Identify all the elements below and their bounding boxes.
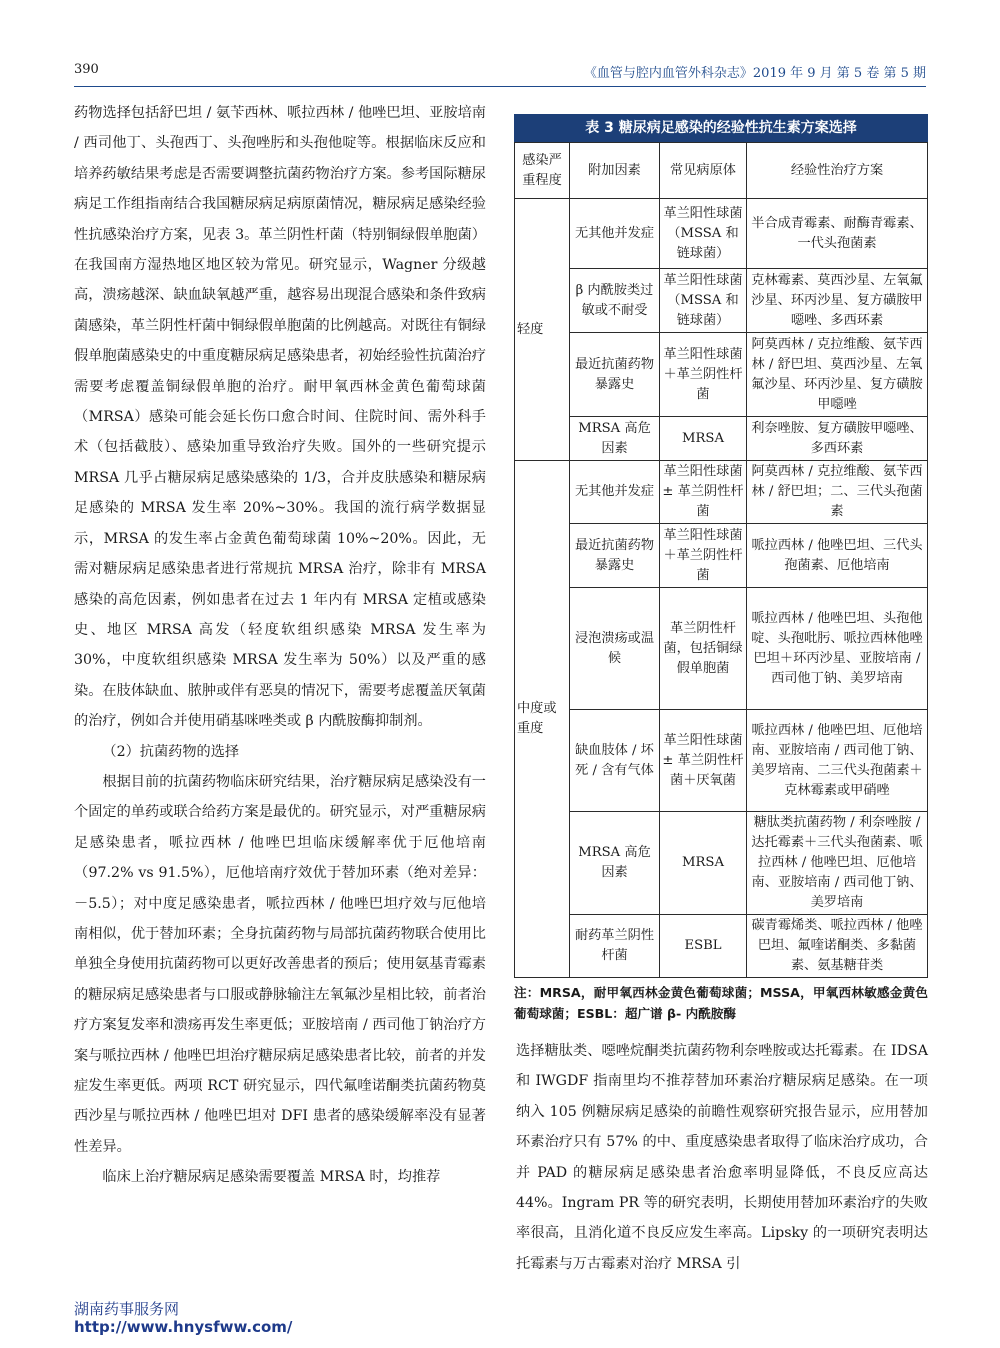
table-3 — [514, 114, 928, 1024]
header-factor: 附加因素 — [570, 143, 660, 199]
factor-cell: MRSA 高危因素 — [570, 812, 660, 915]
pathogen-cell: 革兰阳性球菌（MSSA 和链球菌） — [660, 269, 747, 333]
pathogen-cell: MRSA — [660, 812, 747, 915]
regimen-table — [514, 142, 928, 978]
factor-cell: 缺血肢体 / 坏死 / 含有气体 — [570, 710, 660, 812]
regimen-cell: 利奈唑胺、复方磺胺甲噁唑、多西环素 — [747, 417, 928, 461]
regimen-cell: 半合成青霉素、耐酶青霉素、一代头孢菌素 — [747, 199, 928, 269]
table-row — [515, 812, 928, 915]
factor-cell: 无其他并发症 — [570, 461, 660, 524]
header-pathogen: 常见病原体 — [660, 143, 747, 199]
header-rule — [74, 86, 926, 87]
table-row — [515, 333, 928, 417]
pathogen-cell: 革兰阳性球菌 ± 革兰阴性杆菌＋厌氧菌 — [660, 710, 747, 812]
regimen-cell: 阿莫西林 / 克拉维酸、氨苄西林 / 舒巴坦、莫西沙星、左氧氟沙星、环丙沙星、复方磺胺甲噁唑 — [747, 333, 928, 417]
table-header-row — [515, 143, 928, 199]
header-severity: 感染严重程度 — [515, 143, 570, 199]
pathogen-cell: 革兰阳性球菌 ± 革兰阴性杆菌 — [660, 461, 747, 524]
footer-site-name: 湖南药事服务网 — [74, 1300, 180, 1318]
factor-cell: 最近抗菌药物暴露史 — [570, 333, 660, 417]
footer-watermark — [74, 1300, 292, 1336]
table-row — [515, 417, 928, 461]
table-row — [515, 915, 928, 978]
regimen-cell: 哌拉西林 / 他唑巴坦、头孢他啶、头孢吡肟、哌拉西林他唑巴坦＋环丙沙星、亚胺培南 / 西司他丁钠、美罗培南 — [747, 588, 928, 710]
table-row — [515, 588, 928, 710]
paragraph-clinical-studies: 根据目前的抗菌药物临床研究结果，治疗糖尿病足感染没有一个固定的单药或联合给药方案是最优的。研究显示，对严重糖尿病足感染患者，哌拉西林 / 他唑巴坦临床缓解率优于厄他培南（97.2% vs 91.5%），厄他培南疗效优于替加环素（绝对差异：－5.5）；对中度足感染患者，哌拉西林 / 他唑巴坦疗效与厄他培南相似，优于替加环素；全身抗菌药物与局部抗菌药物联合使用比单独全身使用抗菌药物可以更好改善患者的预后；使用氨基青霉素的糖尿病足感染患者与口服或静脉输注左氧氟沙星相比较，前者治疗方案复发率和溃疡再发生率更低；亚胺培南 / 西司他丁钠治疗方案与哌拉西林 / 他唑巴坦治疗糖尿病足感染患者比较，前者的并发症发生率更低。两项 RCT 研究显示，四代氟喹诺酮类抗菌药物莫西沙星与哌拉西林 / 他唑巴坦对 DFI 患者的感染缓解率没有显著性差异。 — [74, 773, 486, 1155]
table-row — [515, 199, 928, 269]
factor-cell: 浸泡溃疡或温候 — [570, 588, 660, 710]
footer-url[interactable]: http://www.hnysfww.com/ — [74, 1318, 293, 1336]
right-column — [516, 1036, 928, 1279]
severity-mild: 轻度 — [515, 199, 570, 461]
regimen-cell: 碳青霉烯类、哌拉西林 / 他唑巴坦、氟喹诺酮类、多黏菌素、氨基糖苷类 — [747, 915, 928, 978]
pathogen-cell: 革兰阳性球菌＋革兰阴性杆菌 — [660, 524, 747, 588]
regimen-cell: 阿莫西林 / 克拉维酸、氨苄西林 / 舒巴坦；二、三代头孢菌素 — [747, 461, 928, 524]
pathogen-cell: ESBL — [660, 915, 747, 978]
table-row — [515, 524, 928, 588]
pathogen-cell: 革兰阳性球菌（MSSA 和链球菌） — [660, 199, 747, 269]
paragraph-antibiotic-selection: 药物选择包括舒巴坦 / 氨苄西林、哌拉西林 / 他唑巴坦、亚胺培南 / 西司他丁、头孢西丁、头孢唑肟和头孢他啶等。根据临床反应和培养药敏结果考虑是否需要调整抗菌药物治疗方案。参考国际糖尿病足工作组指南结合我国糖尿病足病原菌情况，糖尿病足感染经验性抗感染治疗方案，见表 3。革兰阴性杆菌（特别铜绿假单胞菌）在我国南方湿热地区地区较为常见。研究显示，Wagner 分级越高，溃疡越深、缺血缺氧越严重，越容易出现混合感染和条件致病菌感染，革兰阴性杆菌中铜绿假单胞菌的比例越高。对既往有铜绿假单胞菌感染史的中重度糖尿病足感染患者，初始经验性抗菌治疗需要考虑覆盖铜绿假单胞的治疗。耐甲氧西林金黄色葡萄球菌（MRSA）感染可能会延长伤口愈合时间、住院时间、需外科手术（包括截肢）、感染加重导致治疗失败。国外的一些研究提示 MRSA 几乎占糖尿病足感染感染的 1/3，合并皮肤感染和糖尿病足感染的 MRSA 发生率 20%~30%。我国的流行病学数据显示，MRSA 的发生率占金黄色葡萄球菌 10%~20%。因此，无需对糖尿病足感染患者进行常规抗 MRSA 治疗，除非有 MRSA 感染的高危因素，例如患者在过去 1 年内有 MRSA 定植或感染史、地区 MRSA 高发（轻度软组织感染 MRSA 发生率为 30%，中度软组织感染 MRSA 发生率为 50%）以及严重的感染。在肢体缺血、脓肿或伴有恶臭的情况下，需要考虑覆盖厌氧菌的治疗，例如合并使用硝基咪唑类或 β 内酰胺酶抑制剂。 — [74, 105, 486, 730]
table-title: 表 3 糖尿病足感染的经验性抗生素方案选择 — [514, 114, 928, 142]
factor-cell: 无其他并发症 — [570, 199, 660, 269]
factor-cell: 最近抗菌药物暴露史 — [570, 524, 660, 588]
pathogen-cell: 革兰阴性杆菌，包括铜绿假单胞菌 — [660, 588, 747, 710]
left-column — [74, 98, 486, 1193]
pathogen-cell: MRSA — [660, 417, 747, 461]
page-header — [74, 62, 926, 84]
pathogen-cell: 革兰阳性球菌＋革兰阴性杆菌 — [660, 333, 747, 417]
table-row — [515, 461, 928, 524]
subheading-drug-choice: （2）抗菌药物的选择 — [102, 743, 240, 760]
table-row — [515, 269, 928, 333]
header-regimen: 经验性治疗方案 — [747, 143, 928, 199]
journal-title: 《血管与腔内血管外科杂志》2019 年 9 月 第 5 卷 第 5 期 — [583, 66, 926, 81]
regimen-cell: 哌拉西林 / 他唑巴坦、三代头孢菌素、厄他培南 — [747, 524, 928, 588]
factor-cell: β 内酰胺类过敏或不耐受 — [570, 269, 660, 333]
table-row — [515, 710, 928, 812]
factor-cell: MRSA 高危因素 — [570, 417, 660, 461]
paragraph-mrsa-coverage: 临床上治疗糖尿病足感染需要覆盖 MRSA 时，均推荐 — [102, 1169, 441, 1186]
regimen-cell: 糖肽类抗菌药物 / 利奈唑胺 / 达托霉素＋三代头孢菌素、哌拉西林 / 他唑巴坦、厄他培南、亚胺培南 / 西司他丁钠、美罗培南 — [747, 812, 928, 915]
paragraph-right: 选择糖肽类、噁唑烷酮类抗菌药物利奈唑胺或达托霉素。在 IDSA 和 IWGDF 指南里均不推荐替加环素治疗糖尿病足感染。在一项纳入 105 例糖尿病足感染的前瞻性观察研究报告显示，应用替加环素治疗只有 57% 的中、重度感染患者取得了临床治疗成功，合并 PAD 的糖尿病足感染患者治愈率明显降低，不良反应高达 44%。Ingram PR 等的研究表明，长期使用替加环素治疗的失败率很高，且消化道不良反应发生率高。Lipsky 的一项研究表明达托霉素与万古霉素对治疗 MRSA 引 — [516, 1043, 928, 1272]
factor-cell: 耐药革兰阴性杆菌 — [570, 915, 660, 978]
regimen-cell: 哌拉西林 / 他唑巴坦、厄他培南、亚胺培南 / 西司他丁钠、美罗培南、二三代头孢菌素＋克林霉素或甲硝唑 — [747, 710, 928, 812]
page-number: 390 — [74, 62, 99, 77]
table-note: 注：MRSA，耐甲氧西林金黄色葡萄球菌；MSSA，甲氧西林敏感金黄色葡萄球菌；ESBL：超广谱 β- 内酰胺酶 — [514, 985, 928, 1021]
severity-moderate-severe: 中度或重度 — [515, 461, 570, 978]
regimen-cell: 克林霉素、莫西沙星、左氧氟沙星、环丙沙星、复方磺胺甲噁唑、多西环素 — [747, 269, 928, 333]
